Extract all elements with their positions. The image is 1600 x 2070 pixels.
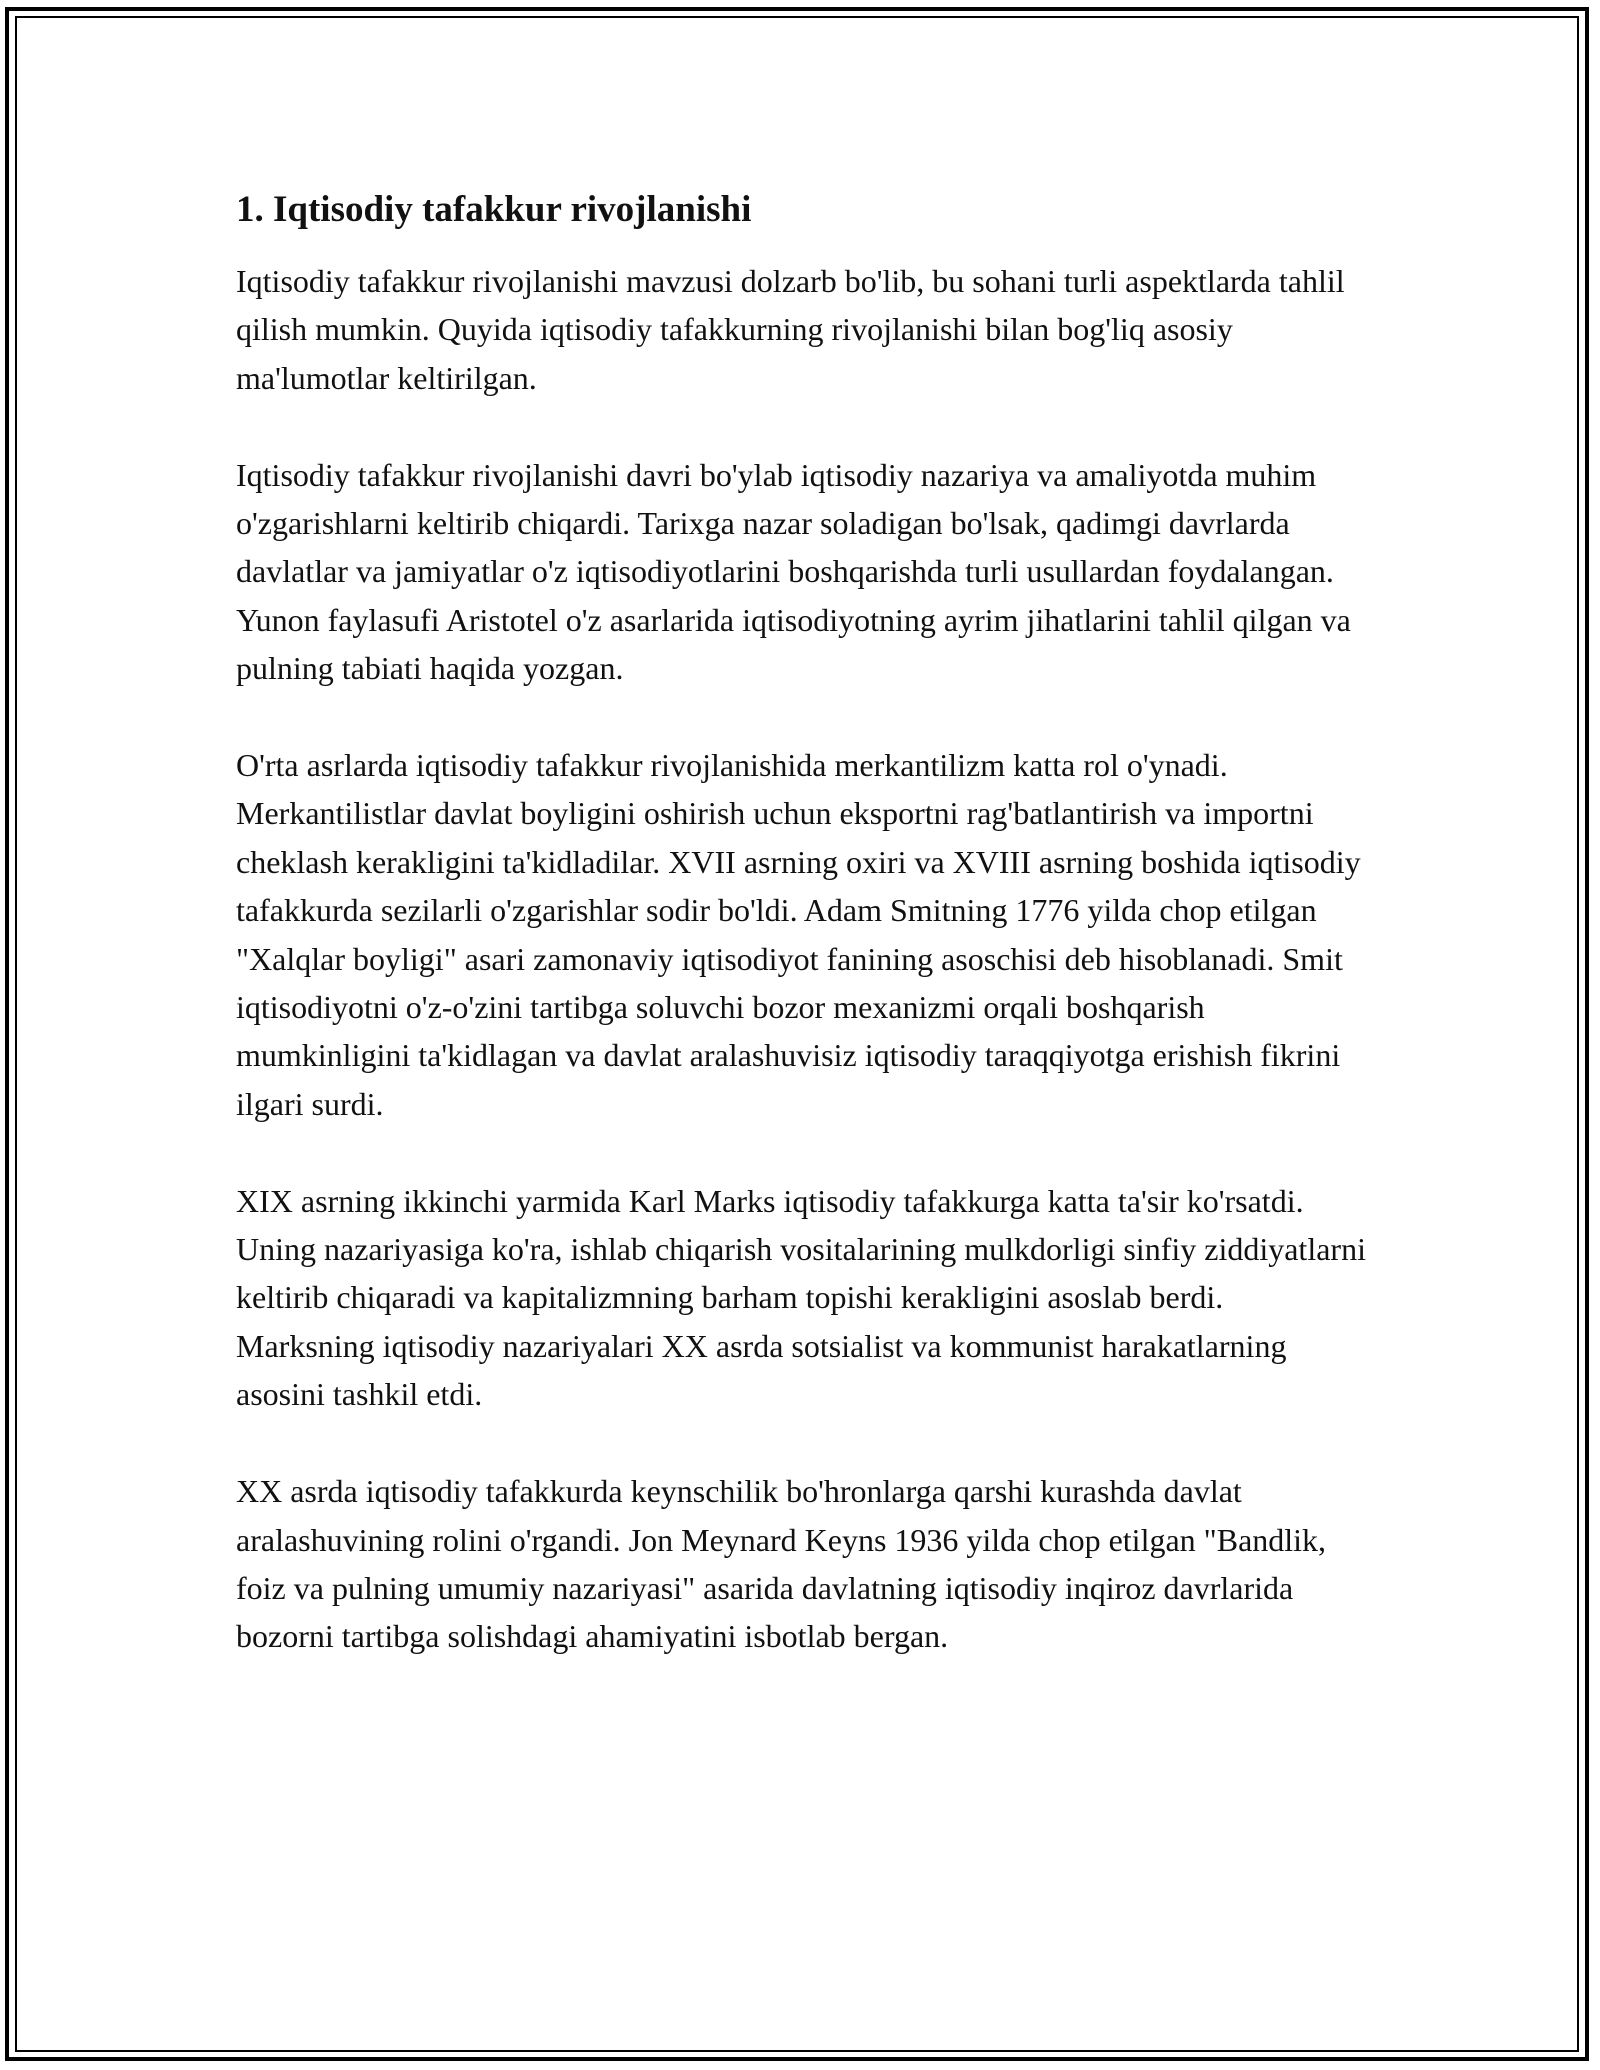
paragraph-intro: Iqtisodiy tafakkur rivojlanishi mavzusi dolzarb bo'lib, bu sohani turli aspektlarda tahlil qilish mumkin. Quyida iqtisodiy tafakkurning rivojlanishi bilan bog'liq asosiy ma'lumotlar keltirilgan. <box>236 263 1345 396</box>
paragraph-keynes: XX asrda iqtisodiy tafakkurda keynschilik bo'hronlarga qarshi kurashda davlat aralashuvining rolini o'rgandi. Jon Meynard Keyns 1936 yilda chop etilgan "Bandlik, foiz va pulning umumiy nazariyasi" asarida davlatning iqtisodiy inqiroz davrlarida bozorni tartibga solishdagi ahamiyatini isbotlab bergan. <box>236 1473 1327 1655</box>
paragraph-marx: XIX asrning ikkinchi yarmida Karl Marks iqtisodiy tafakkurga katta ta'sir ko'rsatdi. Uning nazariyasiga ko'ra, ishlab chiqarish vositalarining mulkdorligi sinfiy ziddiyatlarni keltirib chiqaradi va kapitalizmning barham topishi kerakligini asoslab berdi. Marksning iqtisodiy nazariyalari XX asrda sotsialist va kommunist harakatlarning asosini tashkil etdi. <box>236 1182 1366 1413</box>
paragraph-mercantilism-smith: O'rta asrlarda iqtisodiy tafakkur rivojlanishida merkantilizm katta rol o'ynadi. Merkantilistlar davlat boyligini oshirish uchun eksportni rag'batlantirish va importni cheklash kerakligini ta'kidladilar. XVII asrning oxiri va XVIII asrning boshida iqtisodiy tafakkurda sezilarli o'zgarishlar sodir bo'ldi. Adam Smitning 1776 yilda chop etilgan "Xalqlar boyligi" asari zamonaviy iqtisodiyot fanining asoschisi deb hisoblanadi. Smit iqtisodiyotni o'z-o'zini tartibga soluvchi bozor mexanizmi orqali boshqarish mumkinligini ta'kidlagan va davlat aralashuvisiz iqtisodiy taraqqiyotga erishish fikrini ilgari surdi. <box>236 747 1361 1122</box>
document-body <box>236 186 1366 1709</box>
paragraph-ancient-period: Iqtisodiy tafakkur rivojlanishi davri bo'ylab iqtisodiy nazariya va amaliyotda muhim o'zgarishlarni keltirib chiqardi. Tarixga nazar soladigan bo'lsak, qadimgi davrlarda davlatlar va jamiyatlar o'z iqtisodiyotlarini boshqarishda turli usullardan foydalangan. Yunon faylasufi Aristotel o'z asarlarida iqtisodiyotning ayrim jihatlarini tahlil qilgan va pulning tabiati haqida yozgan. <box>236 456 1351 687</box>
document-title: 1. Iqtisodiy tafakkur rivojlanishi <box>236 189 752 230</box>
